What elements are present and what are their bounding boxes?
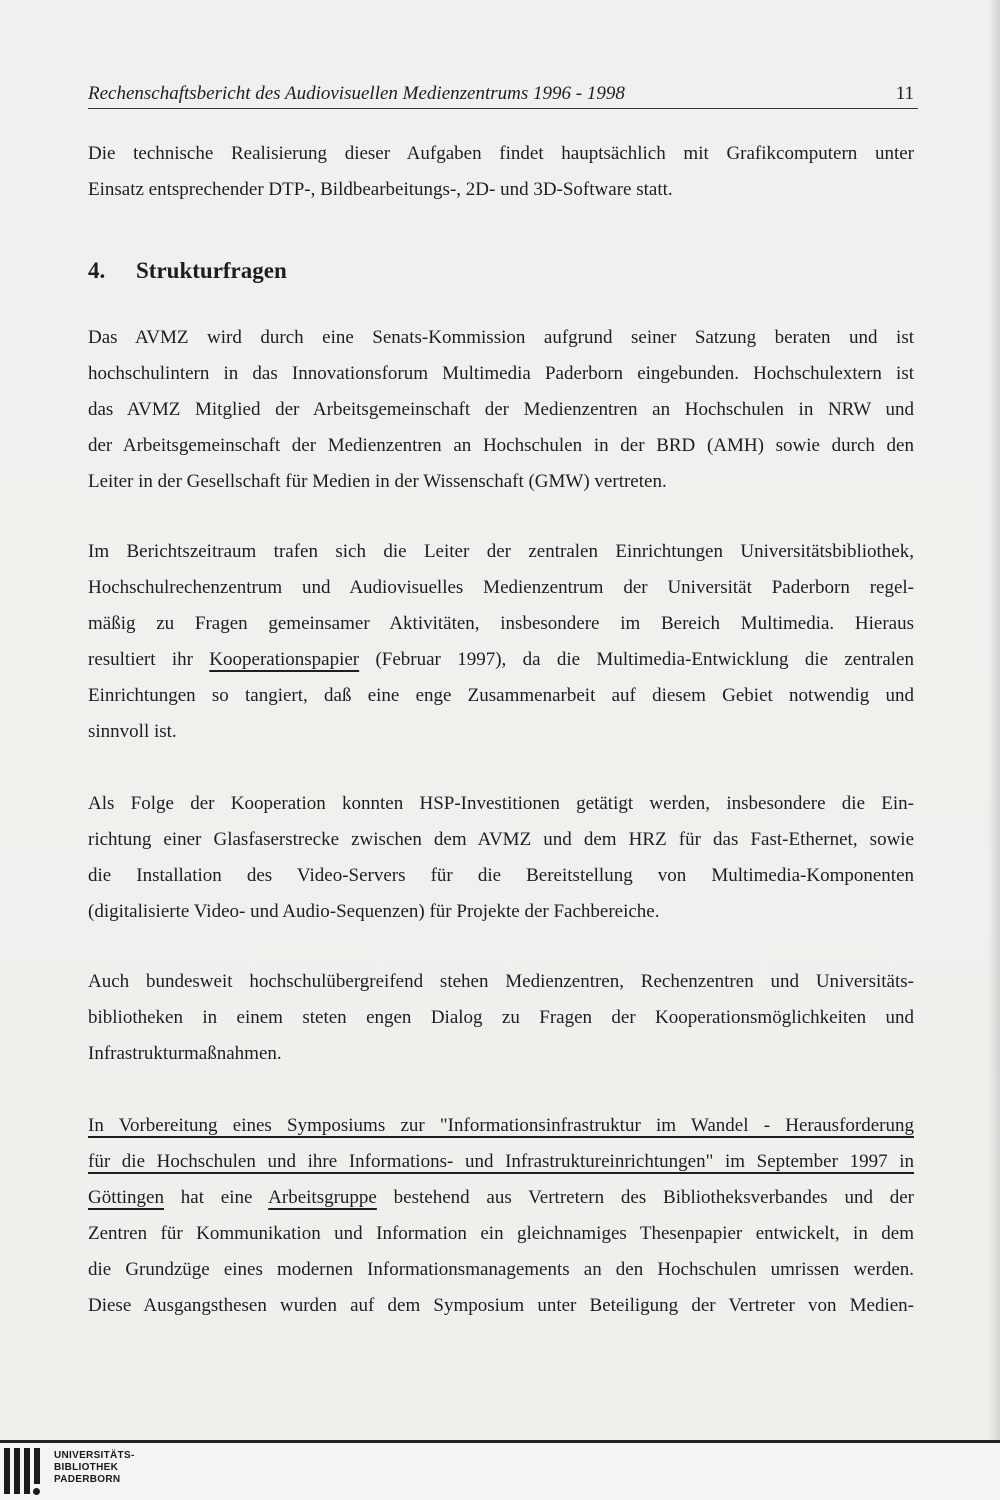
text-fragment: (Februar 1997), da die Multimedia-Entwicklung die zentralen xyxy=(359,649,914,670)
goettingen-reference: Göttingen xyxy=(88,1187,164,1208)
text-line: sinnvoll ist. xyxy=(88,721,177,742)
section-number: 4. xyxy=(88,258,106,283)
text-line: Einrichtungen so tangiert, daß eine enge Zusammenarbeit auf diesem Gebiet notwendig und xyxy=(88,685,914,706)
text-line: Einsatz entsprechender DTP-, Bildbearbeitungs-, 2D- und 3D-Software statt. xyxy=(88,179,673,200)
text-line: Zentren für Kommunikation und Information ein gleichnamiges Thesenpapier entwickelt, in dem xyxy=(88,1223,914,1244)
library-logo-text xyxy=(54,1450,135,1486)
page-edge-shadow xyxy=(988,0,1000,1440)
library-logo-icon xyxy=(2,1448,48,1496)
logo-line: BIBLIOTHEK xyxy=(54,1462,119,1473)
text-line: Das AVMZ wird durch eine Senats-Kommission aufgrund seiner Satzung beraten und ist xyxy=(88,327,914,348)
section-heading xyxy=(88,258,287,284)
scan-footer xyxy=(0,1440,1000,1500)
paragraph-nationwide xyxy=(88,964,914,1072)
text-line: Auch bundesweit hochschulübergreifend stehen Medienzentren, Rechenzentren und Universitäts- xyxy=(88,971,914,992)
paragraph-symposium xyxy=(88,1108,914,1324)
page-number: 11 xyxy=(895,83,914,104)
intro-paragraph xyxy=(88,136,914,208)
text-line: das AVMZ Mitglied der Arbeitsgemeinschaft der Medienzentren an Hochschulen in NRW und xyxy=(88,399,914,420)
text-line xyxy=(88,642,914,678)
text-line-underlined: für die Hochschulen und ihre Informations- und Infrastruktureinrichtungen" im September 1997 in xyxy=(88,1151,914,1172)
logo-line: UNIVERSITÄTS- xyxy=(54,1450,135,1461)
section-title: Strukturfragen xyxy=(136,258,287,283)
text-line: Hochschulrechenzentrum und Audiovisuelles Medienzentrum der Universität Paderborn regel- xyxy=(88,577,914,598)
text-fragment: resultiert ihr xyxy=(88,649,210,670)
text-line: Als Folge der Kooperation konnten HSP-Investitionen getätigt werden, insbesondere die Ein- xyxy=(88,793,914,814)
text-line: die Installation des Video-Servers für die Bereitstellung von Multimedia-Komponenten xyxy=(88,865,914,886)
running-header xyxy=(88,80,918,109)
text-fragment: bestehend aus Vertretern des Bibliotheksverbandes und der xyxy=(376,1187,914,1208)
text-line: bibliotheken in einem steten engen Dialog zu Fragen der Kooperationsmöglichkeiten und xyxy=(88,1007,914,1028)
paragraph-investments xyxy=(88,786,914,930)
kooperationspapier-reference: Kooperationspapier xyxy=(209,649,360,670)
arbeitsgruppe-reference: Arbeitsgruppe xyxy=(268,1187,377,1208)
text-line: Im Berichtszeitraum trafen sich die Leiter der zentralen Einrichtungen Universitätsbibliothek, xyxy=(88,541,914,562)
library-logo xyxy=(2,1448,162,1496)
text-line: Leiter in der Gesellschaft für Medien in der Wissenschaft (GMW) vertreten. xyxy=(88,471,667,492)
paragraph-structure xyxy=(88,320,914,500)
text-line: hochschulintern in das Innovationsforum Multimedia Paderborn eingebunden. Hochschulextern ist xyxy=(88,363,914,384)
text-line: der Arbeitsgemeinschaft der Medienzentren an Hochschulen in der BRD (AMH) sowie durch den xyxy=(88,435,914,456)
header-title: Rechenschaftsbericht des Audiovisuellen Medienzentrums 1996 - 1998 xyxy=(88,83,625,104)
text-line-underlined: In Vorbereitung eines Symposiums zur "Informationsinfrastruktur im Wandel - Herausforderung xyxy=(88,1115,914,1136)
text-line: Infrastrukturmaßnahmen. xyxy=(88,1043,282,1064)
text-line: Die technische Realisierung dieser Aufgaben findet hauptsächlich mit Grafikcomputern unter xyxy=(88,143,914,164)
text-line: mäßig zu Fragen gemeinsamer Aktivitäten, insbesondere im Bereich Multimedia. Hieraus xyxy=(88,613,914,634)
text-line: (digitalisierte Video- und Audio-Sequenzen) für Projekte der Fachbereiche. xyxy=(88,901,660,922)
text-line: die Grundzüge eines modernen Informationsmanagements an den Hochschulen umrissen werden. xyxy=(88,1259,914,1280)
logo-line: PADERBORN xyxy=(54,1474,121,1485)
text-line xyxy=(88,1180,914,1216)
paragraph-cooperation xyxy=(88,534,914,750)
text-line: richtung einer Glasfaserstrecke zwischen dem AVMZ und dem HRZ für das Fast-Ethernet, sowie xyxy=(88,829,914,850)
text-fragment: hat eine xyxy=(164,1187,269,1208)
text-line: Diese Ausgangsthesen wurden auf dem Symposium unter Beteiligung der Vertreter von Medien- xyxy=(88,1295,914,1316)
